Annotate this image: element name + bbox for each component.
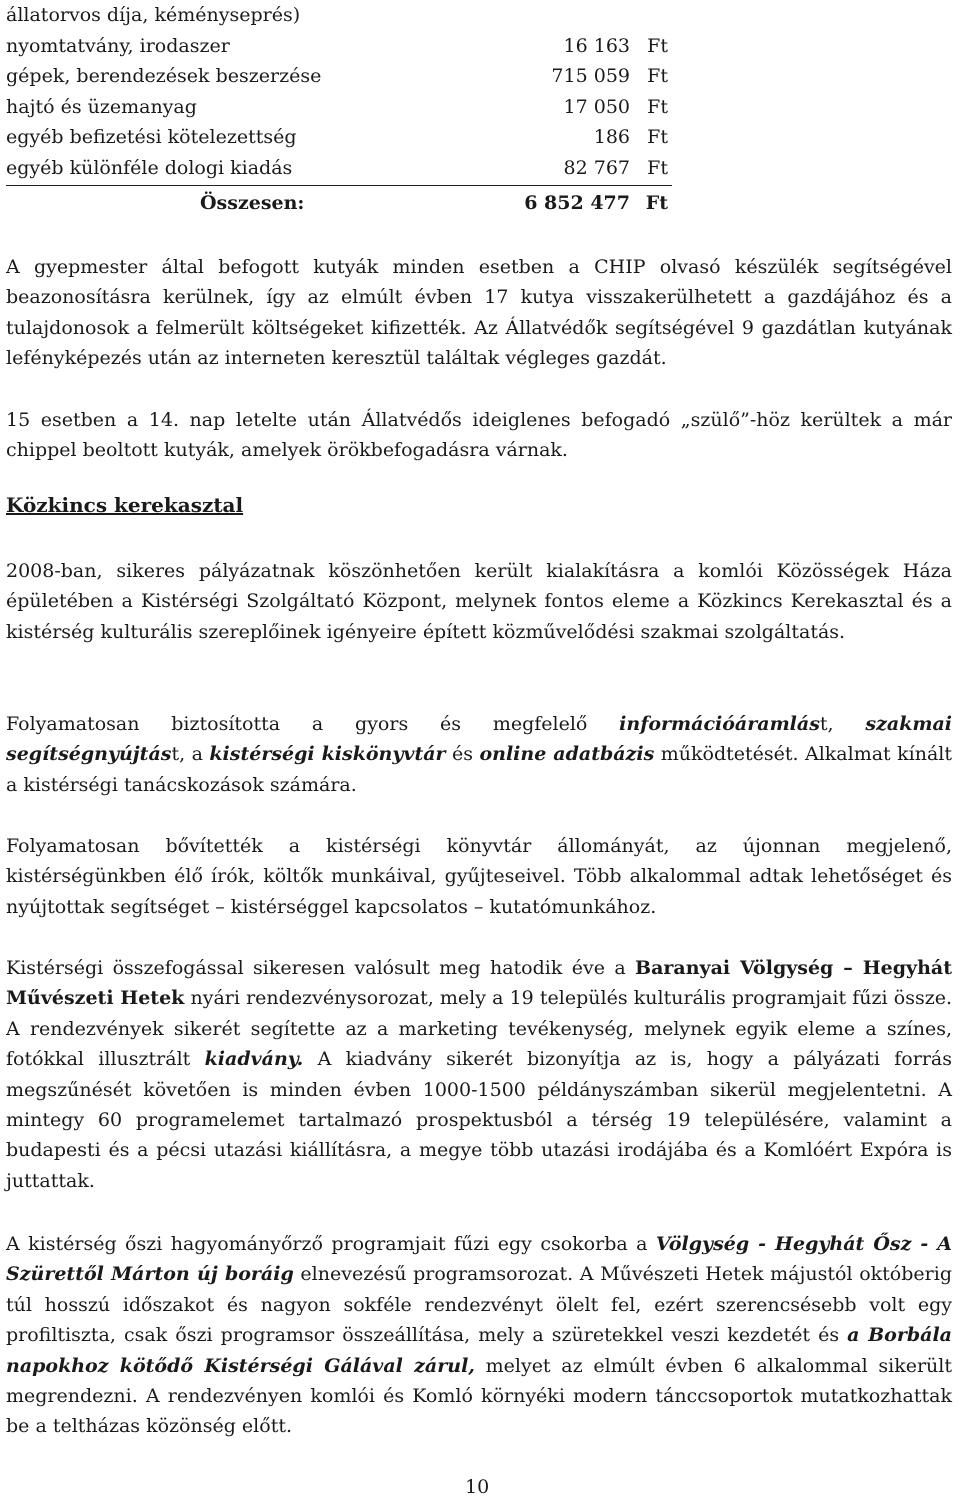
cost-table — [6, 0, 672, 214]
text-run: Kistérségi összefogással sikeresen valósult meg hatodik éve a — [6, 957, 636, 979]
cost-amount: 17 050 — [563, 95, 630, 118]
cost-label: egyéb különféle dologi kiadás — [6, 156, 293, 179]
text-run: melyet az elmúlt évben 6 alkalommal sikerült megrendezni. A rendezvényen komlói és Komló környéki modern tánccsoportok mutatkozhattak be a teltházas közönség előtt. — [6, 1354, 952, 1438]
paragraph-kozkincs: 2008-ban, sikeres pályázatnak köszönhetően került kialakításra a komlói Közösségek Háza épületében a Kistérségi Szolgáltató Központ, melynek fontos eleme a Közkincs Kerekasztal és a kistérség kulturális szereplőinek igényeire épített közművelődési szakmai szolgáltatás. — [6, 560, 952, 643]
cost-unit: Ft — [647, 34, 668, 57]
cost-amount: 186 — [593, 126, 630, 148]
text-run: Folyamatosan biztosította a gyors és megfelelő — [6, 713, 620, 735]
cost-row — [6, 61, 672, 92]
cost-row — [6, 31, 672, 62]
cost-row — [6, 153, 672, 184]
paragraph-services — [6, 709, 952, 800]
cost-label: állatorvos díja, kéményseprés) — [6, 4, 301, 26]
cost-amount: 16 163 — [563, 34, 630, 57]
paragraph-foster: 15 esetben a 14. nap letelte után Állatvédős ideiglenes befogadó „szülő”-höz kerültek a már chippel beoltott kutyák, amelyek örökbefogadásra várnak. — [6, 409, 952, 462]
cost-unit: Ft — [647, 156, 668, 179]
cost-label: gépek, berendezések beszerzése — [6, 65, 322, 87]
paragraph-autumn — [6, 1229, 952, 1442]
cost-unit: Ft — [647, 126, 668, 148]
paragraph-art-weeks — [6, 953, 952, 1196]
cost-row — [6, 0, 672, 31]
text-run: és — [445, 743, 480, 766]
emphasis-text: kistérségi kiskönyvtár — [209, 743, 446, 766]
emphasis-text: a Borbála napokhoz kötődő Kistérségi Gálával zárul, — [6, 1324, 952, 1377]
text-run: elnevezésű programsorozat. A Művészeti Hetek májustól októberig túl hosszú időszakot és nagyon sokféle rendezvényt ölelt fel, ezért szerencsésebb volt egy profiltiszta, csak őszi programsor összeállítása, mely a szüretekkel veszi kezdetét és — [6, 1263, 952, 1347]
text-run: nyári rendezvénysorozat, mely a 19 település kulturális programjait fűzi össze. A rendezvények sikerét segítette az a marketing tevékenység, melynek egyik eleme a színes, fotókkal illusztrált — [6, 987, 952, 1071]
text-run: A kistérség őszi hagyományőrző programjait fűzi egy csokorba a — [6, 1233, 656, 1255]
text-run: t, a — [171, 743, 210, 766]
cost-label: egyéb befizetési kötelezettség — [6, 126, 297, 148]
section-heading: Közkincs kerekasztal — [6, 493, 244, 517]
page-number: 10 — [465, 1476, 490, 1498]
text-run: működtetését. Alkalmat kínált a kistérségi tanácskozások számára. — [6, 743, 952, 796]
cost-row — [6, 92, 672, 123]
text-run: A kiadvány sikerét bizonyítja az is, hogy a pályázati forrás megszűnését követően is minden évben 1000-1500 példányszámban sikerül megjelentetni. A mintegy 60 programelemet tartalmazó prospektusból a térség 19 településére, valamint a budapesti és a pécsi utazási kiállításra, a megye több utazási irodájába és a Komlóért Expóra is juttattak. — [6, 1048, 952, 1192]
total-unit: Ft — [645, 192, 668, 214]
cost-amount: 715 059 — [551, 65, 630, 87]
emphasis-text: szakmai segítségnyújtás — [6, 713, 953, 766]
cost-label: hajtó és üzemanyag — [6, 95, 197, 118]
text-run: t, — [819, 713, 866, 735]
paragraph-library: Folyamatosan bővítették a kistérségi könyvtár állományát, az újonnan megjelenő, kistérségünkben élő írók, költők munkáival, gyűjteseivel. Több alkalommal adtak lehetőséget és nyújtottak segítséget – kistérséggel kapcsolatos – kutatómunkához. — [6, 835, 952, 918]
cost-unit: Ft — [647, 95, 668, 118]
emphasis-text: online adatbázis — [479, 743, 655, 766]
emphasis-text: Völgység - Hegyhát Ősz - A Szürettől Márton új boráig — [6, 1233, 952, 1286]
total-amount: 6 852 477 — [524, 192, 630, 214]
cost-label: nyomtatvány, irodaszer — [6, 34, 230, 57]
cost-amount: 82 767 — [563, 156, 630, 179]
emphasis-text: információáramlás — [619, 713, 820, 735]
total-row — [6, 186, 672, 220]
cost-row — [6, 122, 672, 153]
paragraph-chip: A gyepmester által befogott kutyák minden esetben a CHIP olvasó készülék segítségével beazonosításra kerülnek, így az elmúlt évben 17 kutya visszakerülhetett a gazdájához és a tulajdonosok a felmerült költségeket kifizették. Az Állatvédők segítségével 9 gazdátlan kutyának lefényképezés után az interneten keresztül találtak végleges gazdát. — [6, 256, 952, 370]
emphasis-text: kiadvány. — [204, 1048, 304, 1071]
cost-unit: Ft — [647, 65, 668, 87]
emphasis-text: Baranyai Völgység – Hegyhát Művészeti Hetek — [6, 957, 952, 1010]
total-label: Összesen: — [200, 192, 305, 214]
